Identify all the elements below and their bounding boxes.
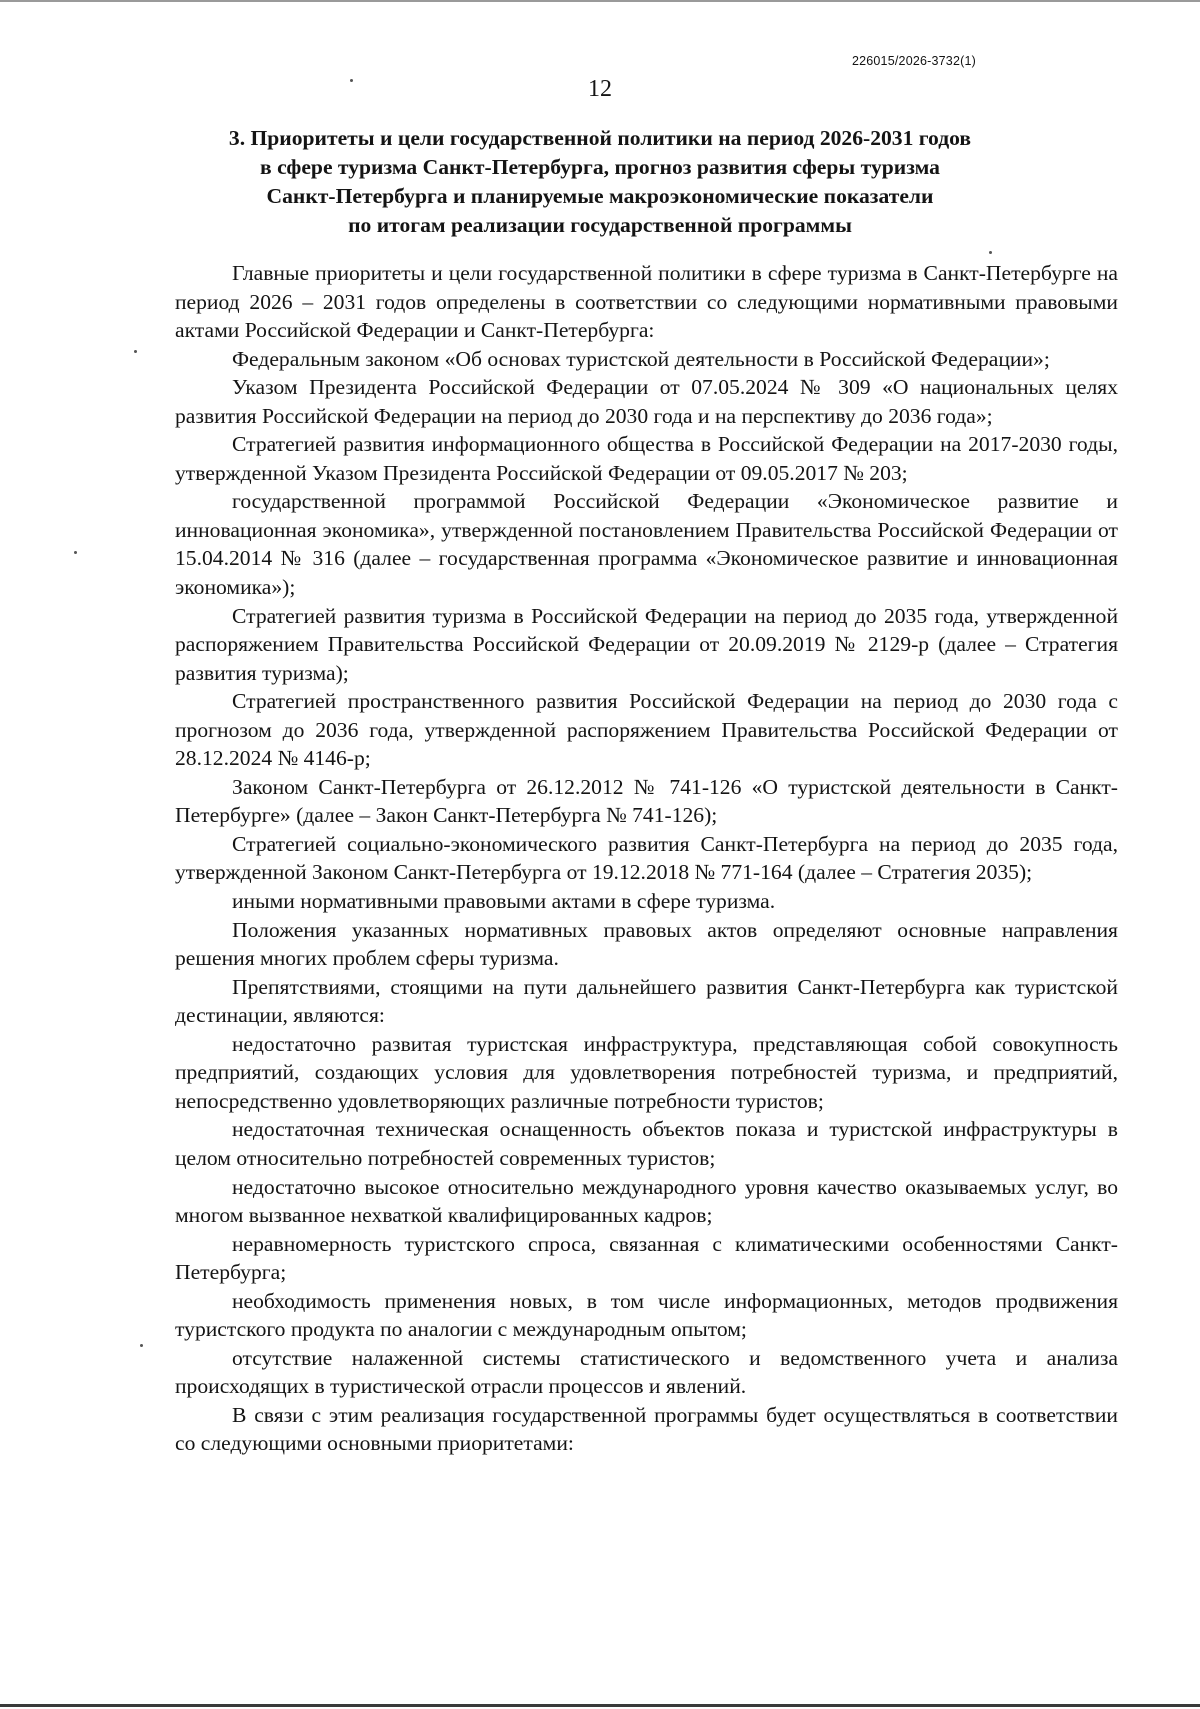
section-title-line: 3. Приоритеты и цели государственной политики на период 2026-2031 годов <box>228 126 972 150</box>
body-paragraph: государственной программой Российской Федерации «Экономическое развитие и инновационная экономика», утвержденной постановлением Правительства Российской Федерации от 15.04.2014 № 316 (далее – государственная программа «Экономическое развитие и инновационная экономика»); <box>175 489 1118 600</box>
section-title <box>180 124 1020 240</box>
scan-speck <box>134 350 137 353</box>
section-title-line: в сфере туризма Санкт-Петербурга, прогноз развития сферы туризма <box>260 155 940 179</box>
body-paragraph: недостаточно развитая туристская инфраструктура, представляющая собой совокупность предприятий, создающих условия для удовлетворения потребностей туризма, и предприятий, непосредственно удовлетворяющих различные потребности туристов; <box>175 1031 1118 1113</box>
body-paragraph: отсутствие налаженной системы статистического и ведомственного учета и анализа происходящих в туристической отрасли процессов и явлений. <box>175 1345 1118 1399</box>
body-paragraph: Стратегией развития информационного общества в Российской Федерации на 2017-2030 годы, утвержденной Указом Президента Российской Федерации от 09.05.2017 № 203; <box>175 432 1118 485</box>
body-paragraph: Стратегией развития туризма в Российской Федерации на период до 2035 года, утвержденной распоряжением Правительства Российской Федерации от 20.09.2019 № 2129-р (далее – Стратегия развития туризма); <box>175 603 1118 685</box>
body-paragraph: недостаточная техническая оснащенность объектов показа и туристской инфраструктуры в целом относительно потребностей современных туристов; <box>175 1117 1118 1170</box>
body-paragraph: Главные приоритеты и цели государственной политики в сфере туризма в Санкт-Петербурге на период 2026 – 2031 годов определены в соответствии со следующими нормативными правовыми актами Российской Федерации и Санкт-Петербурга: <box>175 261 1118 343</box>
body-paragraph: Федеральным законом «Об основах туристской деятельности в Российской Федерации»; <box>232 346 1050 371</box>
body-paragraph: В связи с этим реализация государственной программы будет осуществляться в соответствии со следующими основными приоритетами: <box>175 1402 1118 1456</box>
body-paragraph: иными нормативными правовыми актами в сфере туризма. <box>232 889 776 914</box>
scan-speck <box>74 551 77 554</box>
body-paragraph: Указом Президента Российской Федерации от 07.05.2024 № 309 «О национальных целях развития Российской Федерации на период до 2030 года и на перспективу до 2036 года»; <box>175 375 1118 428</box>
scan-speck <box>140 1344 143 1347</box>
scan-speck <box>350 79 353 82</box>
section-title-line: по итогам реализации государственной программы <box>348 213 852 237</box>
document-body <box>175 259 1118 1458</box>
body-paragraph: Положения указанных нормативных правовых актов определяют основные направления решения многих проблем сферы туризма. <box>175 917 1118 971</box>
body-paragraph: Законом Санкт-Петербурга от 26.12.2012 № 741-126 «О туристской деятельности в Санкт-Петербурге» (далее – Закон Санкт-Петербурга № 741-126); <box>175 774 1118 828</box>
body-paragraph: Препятствиями, стоящими на пути дальнейшего развития Санкт-Петербурга как туристской дестинации, являются: <box>175 974 1118 1028</box>
body-paragraph: неравномерность туристского спроса, связанная с климатическими особенностями Санкт-Петербурга; <box>175 1231 1118 1285</box>
body-paragraph: Стратегией социально-экономического развития Санкт-Петербурга на период до 2035 года, утвержденной Законом Санкт-Петербурга от 19.12.2018 № 771-164 (далее – Стратегия 2035); <box>175 831 1118 885</box>
body-paragraph: необходимость применения новых, в том числе информационных, методов продвижения туристского продукта по аналогии с международным опытом; <box>175 1288 1118 1342</box>
scan-edge-bottom <box>0 1704 1200 1707</box>
section-title-line: Санкт-Петербурга и планируемые макроэкономические показатели <box>266 184 934 208</box>
body-paragraph: недостаточно высокое относительно международного уровня качество оказываемых услуг, во многом вызванное нехваткой квалифицированных кадров; <box>175 1174 1118 1228</box>
scan-edge-top <box>0 0 1200 2</box>
registration-number: 226015/2026-3732(1) <box>851 54 976 68</box>
body-paragraph: Стратегией пространственного развития Российской Федерации на период до 2030 года с прогнозом до 2036 года, утвержденной распоряжением Правительства Российской Федерации от 28.12.2024 № 4146-р; <box>175 689 1118 771</box>
page-number: 12 <box>588 76 612 102</box>
scan-speck <box>989 251 992 254</box>
